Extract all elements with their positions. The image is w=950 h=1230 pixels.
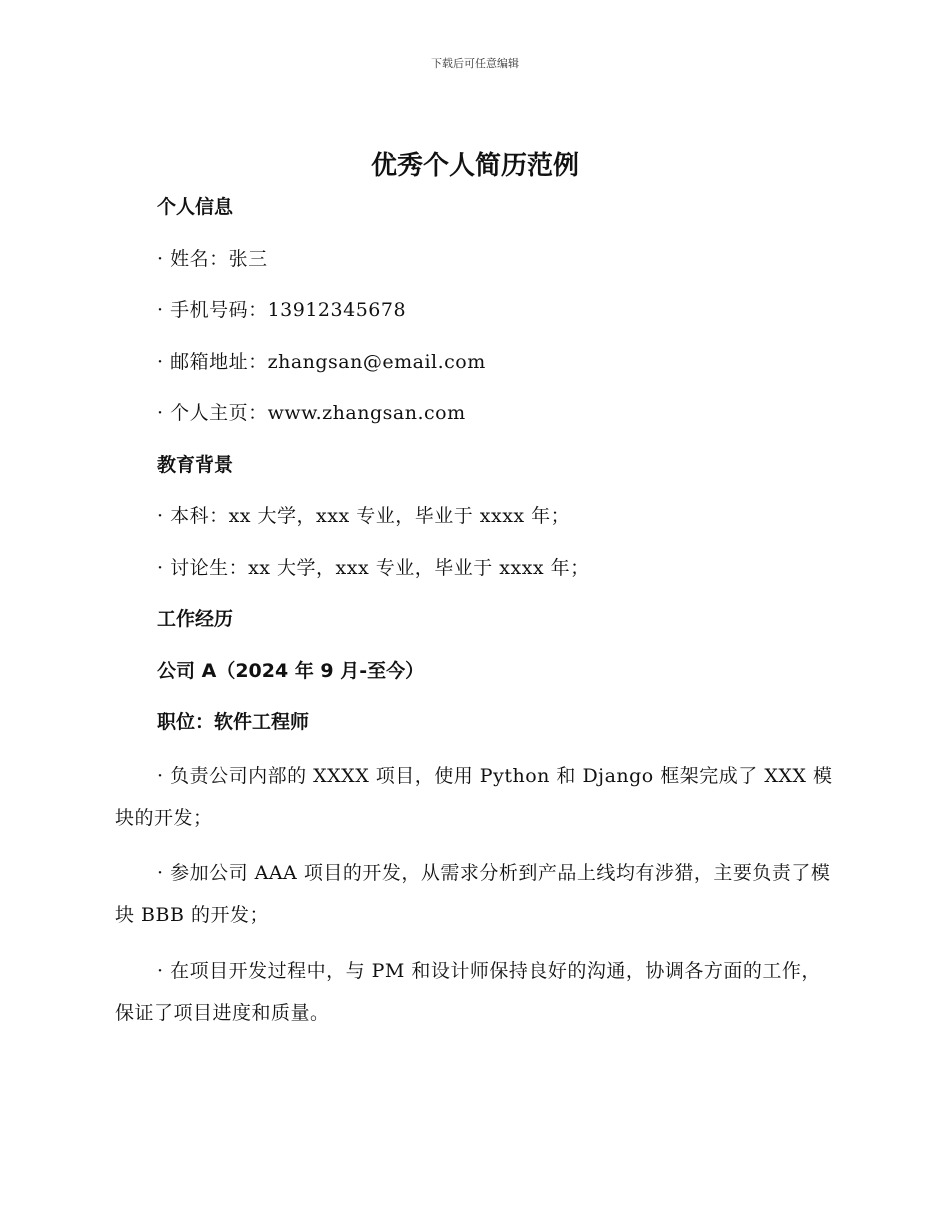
education-bachelor: · 本科：xx 大学，xxx 专业，毕业于 xxxx 年；: [157, 505, 571, 527]
personal-phone: · 手机号码：13912345678: [157, 299, 407, 321]
section-heading-education: 教育背景: [157, 453, 234, 476]
document-body: [115, 188, 840, 1047]
document-title: 优秀个人简历范例: [370, 151, 579, 181]
personal-name: · 姓名：张三: [157, 247, 268, 270]
section-heading-personal: 个人信息: [157, 196, 234, 218]
work-company: 公司 A（2024 年 9 月-至今）: [157, 659, 425, 682]
section-heading-work: 工作经历: [157, 608, 234, 630]
personal-email: · 邮箱地址：zhangsan@email.com: [157, 350, 486, 373]
work-duty: · 负责公司内部的 XXXX 项目，使用 Python 和 Django 框架完成了 XXX 模块的开发；: [115, 764, 833, 829]
work-duty: · 参加公司 AAA 项目的开发，从需求分析到产品上线均有涉猎，主要负责了模块 BBB 的开发；: [115, 862, 831, 926]
work-position: 职位：软件工程师: [157, 711, 310, 733]
header-note: 下载后可任意编辑: [431, 57, 519, 70]
education-graduate: · 讨论生：xx 大学，xxx 专业，毕业于 xxxx 年；: [157, 556, 590, 579]
personal-homepage: · 个人主页：www.zhangsan.com: [157, 402, 466, 424]
work-duty: · 在项目开发过程中，与 PM 和设计师保持良好的沟通，协调各方面的工作，保证了项目进度和质量。: [115, 959, 821, 1024]
